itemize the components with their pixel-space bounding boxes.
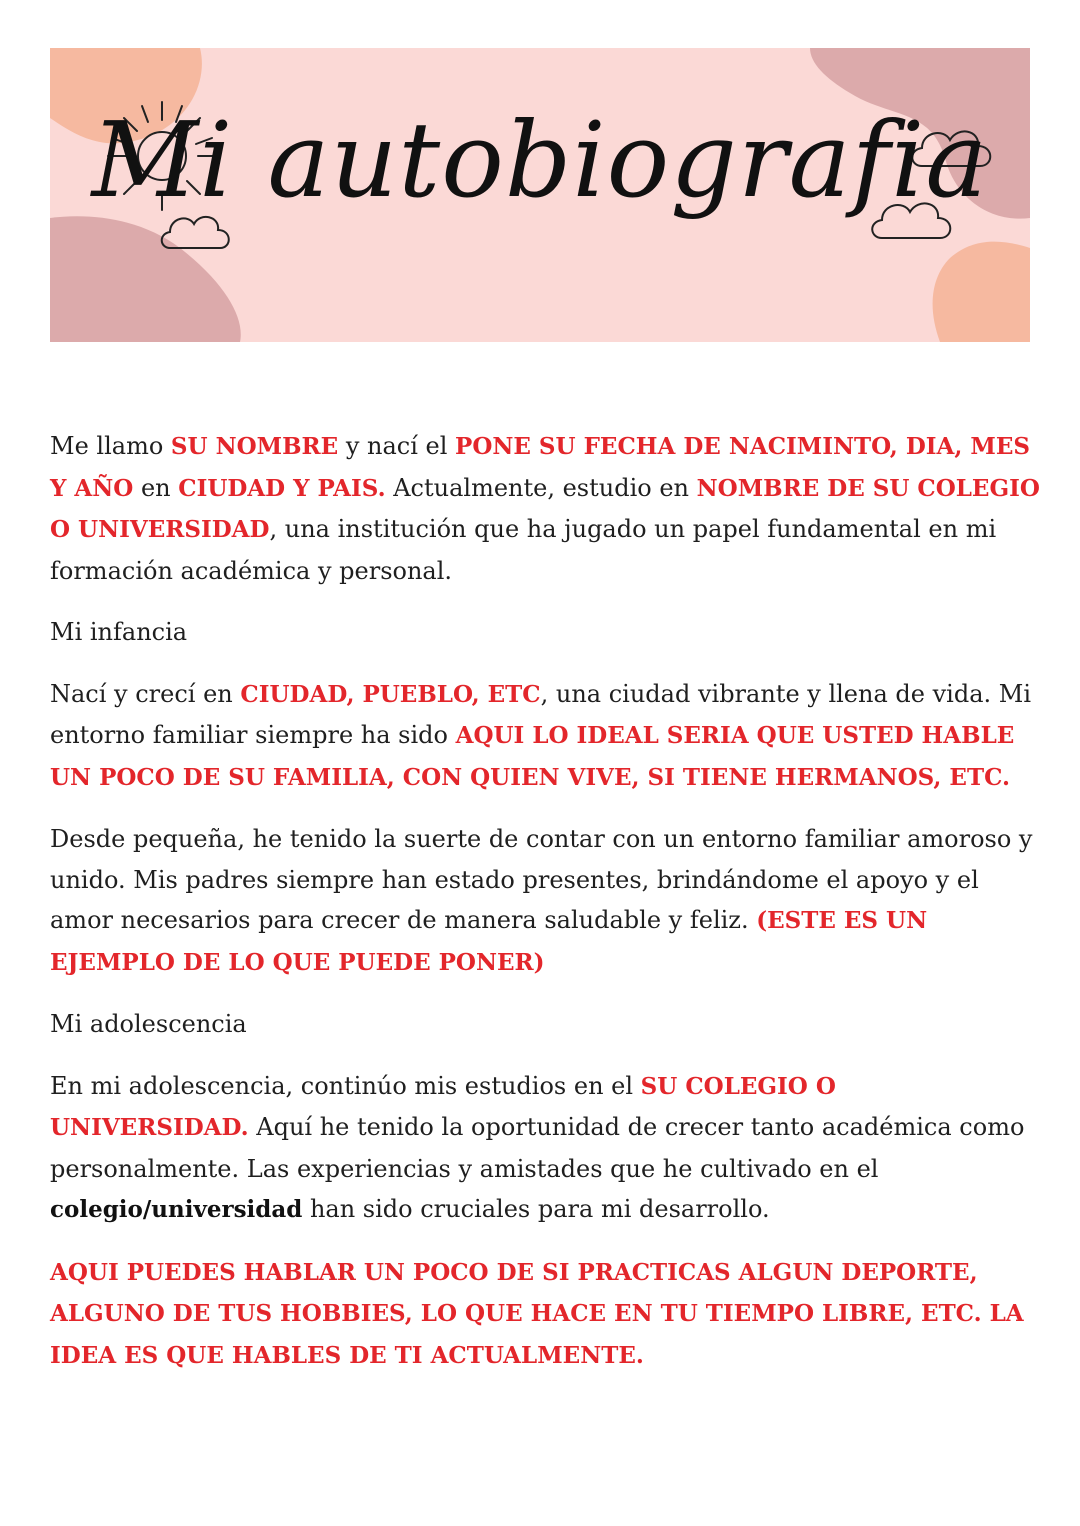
text-run: , una ciudad vibrante y llena de vida. Mi entorno familiar siempre ha sido — [50, 679, 1032, 749]
document-body — [50, 426, 1040, 1397]
text-run: y nací el — [338, 432, 456, 460]
placeholder-highlight: PONE SU FECHA DE NACIMINTO, DIA, MES Y AÑO — [50, 433, 1030, 502]
text-run: Nací y crecí en — [50, 679, 241, 708]
blob-bottom-left — [50, 216, 241, 342]
section-heading-adolescencia: Mi adolescencia — [50, 1010, 247, 1038]
placeholder-highlight: SU NOMBRE — [170, 433, 339, 460]
blob-bottom-right — [933, 242, 1030, 342]
placeholder-highlight: CIUDAD Y PAIS. — [178, 474, 386, 502]
text-run: Aquí he tenido la oportunidad de crecer tanto académica como personalmente. Las experiencias y amistades que he cultivado en el — [50, 1113, 1025, 1183]
paragraph-familia — [50, 819, 1040, 983]
paragraph-intro — [50, 426, 1040, 591]
text-run: Desde pequeña, he tenido la suerte de contar con un entorno familiar amoroso y unido. Mis padres siempre han estado presentes, brindándome el apoyo y el amor necesarios para crecer de manera saludable y feliz. — [50, 825, 1033, 934]
text-run: han sido cruciales para mi desarrollo. — [302, 1195, 770, 1223]
placeholder-highlight: NOMBRE DE SU COLEGIO O UNIVERSIDAD — [50, 474, 1040, 543]
placeholder-highlight: SU COLEGIO O UNIVERSIDAD. — [50, 1072, 836, 1141]
banner-title: Mi autobiografia — [91, 99, 989, 221]
text-run: Me llamo — [50, 432, 171, 460]
placeholder-highlight: CIUDAD, PUEBLO, ETC — [240, 680, 541, 708]
text-run: , una institución que ha jugado un papel fundamental en mi formación académica y personal. — [50, 515, 997, 585]
text-run: En mi adolescencia, continúo mis estudios en el — [50, 1071, 641, 1100]
section-heading-infancia: Mi infancia — [50, 618, 188, 646]
placeholder-highlight: AQUI PUEDES HABLAR UN POCO DE SI PRACTICAS ALGUN DEPORTE, ALGUNO DE TUS HOBBIES, LO QUE HACE EN TU TIEMPO LIBRE, ETC. LA IDEA ES QUE HABLES DE TI ACTUALMENTE. — [50, 1258, 1024, 1369]
paragraph-adolescencia — [50, 1066, 1040, 1231]
text-run: Actualmente, estudio en — [385, 473, 697, 502]
paragraph-actualidad — [50, 1252, 1040, 1377]
paragraph-infancia — [50, 674, 1040, 799]
placeholder-highlight: AQUI LO IDEAL SERIA QUE USTED HABLE UN POCO DE SU FAMILIA, CON QUIEN VIVE, SI TIENE HERMANOS, ETC. — [50, 722, 1015, 791]
text-run: en — [133, 473, 179, 502]
bold-term: colegio/universidad — [50, 1196, 303, 1223]
title-banner — [50, 48, 1030, 342]
placeholder-highlight: (ESTE ES UN EJEMPLO DE LO QUE PUEDE PONER) — [50, 907, 928, 976]
